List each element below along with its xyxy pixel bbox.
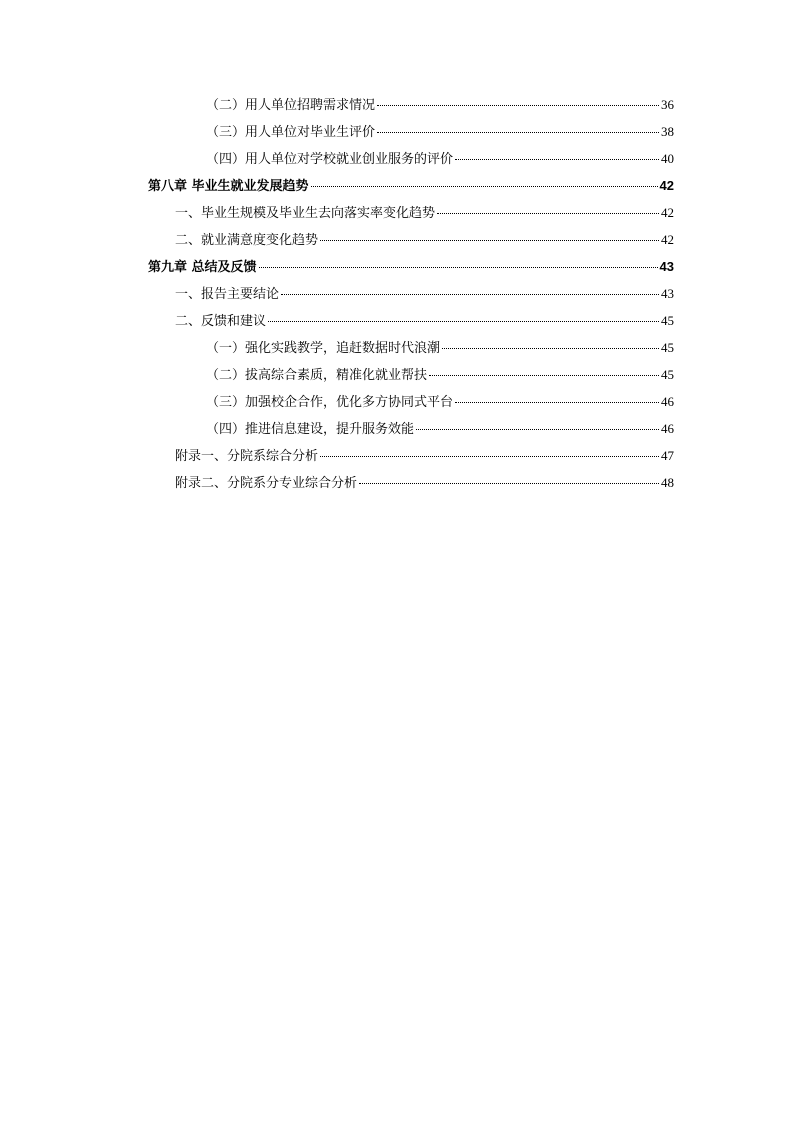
toc-entry-title: （二）拔高综合素质，精准化就业帮扶 xyxy=(206,368,428,383)
toc-entry[interactable] xyxy=(148,392,674,419)
toc-entry[interactable] xyxy=(148,311,674,338)
toc-entry-page: 45 xyxy=(661,340,674,355)
toc-entry-page: 42 xyxy=(661,205,674,220)
toc-entry-page: 45 xyxy=(661,367,674,382)
toc-entry[interactable] xyxy=(148,230,674,257)
toc-entry-title: 一、报告主要结论 xyxy=(175,287,280,302)
toc-entry-title: （四）推进信息建设，提升服务效能 xyxy=(206,422,415,437)
toc-dot-leader xyxy=(437,213,659,214)
toc-entry-page: 36 xyxy=(661,97,674,112)
toc-dot-leader xyxy=(455,402,659,403)
toc-dot-leader xyxy=(259,267,658,268)
toc-entry-page: 47 xyxy=(661,448,674,463)
table-of-contents xyxy=(148,95,674,500)
toc-entry-page: 46 xyxy=(661,421,674,436)
toc-dot-leader xyxy=(311,186,658,187)
toc-dot-leader xyxy=(429,375,659,376)
toc-dot-leader xyxy=(442,348,659,349)
toc-entry-title: 第八章 毕业生就业发展趋势 xyxy=(148,179,309,194)
toc-entry-title: （一）强化实践教学，追赶数据时代浪潮 xyxy=(206,341,441,356)
toc-entry[interactable] xyxy=(148,365,674,392)
toc-dot-leader xyxy=(455,159,659,160)
toc-dot-leader xyxy=(377,132,659,133)
toc-entry-title: 一、毕业生规模及毕业生去向落实率变化趋势 xyxy=(175,206,436,221)
toc-entry-page: 40 xyxy=(661,151,674,166)
toc-entry-page: 46 xyxy=(661,394,674,409)
toc-dot-leader xyxy=(320,240,659,241)
toc-entry-page: 42 xyxy=(661,232,674,247)
toc-dot-leader xyxy=(359,483,659,484)
toc-entry[interactable] xyxy=(148,473,674,500)
toc-entry[interactable] xyxy=(148,419,674,446)
toc-entry-title: 二、反馈和建议 xyxy=(175,314,267,329)
toc-entry-title: （三）加强校企合作，优化多方协同式平台 xyxy=(206,395,454,410)
toc-entry-page: 48 xyxy=(661,475,674,490)
toc-entry[interactable] xyxy=(148,338,674,365)
toc-entry-title: 附录一、分院系综合分析 xyxy=(175,449,319,464)
toc-dot-leader xyxy=(268,321,659,322)
toc-entry-page: 43 xyxy=(661,286,674,301)
toc-entry-page: 38 xyxy=(661,124,674,139)
toc-chapter-entry[interactable] xyxy=(148,176,674,203)
toc-entry-title: （三）用人单位对毕业生评价 xyxy=(206,125,376,140)
toc-entry-page: 45 xyxy=(661,313,674,328)
toc-entry[interactable] xyxy=(148,446,674,473)
toc-entry-title: 附录二、分院系分专业综合分析 xyxy=(175,476,358,491)
toc-dot-leader xyxy=(281,294,659,295)
toc-entry-title: 二、就业满意度变化趋势 xyxy=(175,233,319,248)
toc-entry[interactable] xyxy=(148,95,674,122)
toc-dot-leader xyxy=(416,429,659,430)
toc-entry[interactable] xyxy=(148,284,674,311)
toc-entry[interactable] xyxy=(148,203,674,230)
toc-dot-leader xyxy=(320,456,659,457)
toc-entry-title: （二）用人单位招聘需求情况 xyxy=(206,98,376,113)
toc-entry-page: 42 xyxy=(659,178,674,193)
toc-entry-title: 第九章 总结及反馈 xyxy=(148,260,257,275)
toc-entry-title: （四）用人单位对学校就业创业服务的评价 xyxy=(206,152,454,167)
toc-entry[interactable] xyxy=(148,149,674,176)
toc-chapter-entry[interactable] xyxy=(148,257,674,284)
toc-entry[interactable] xyxy=(148,122,674,149)
toc-dot-leader xyxy=(377,105,659,106)
toc-entry-page: 43 xyxy=(659,259,674,274)
